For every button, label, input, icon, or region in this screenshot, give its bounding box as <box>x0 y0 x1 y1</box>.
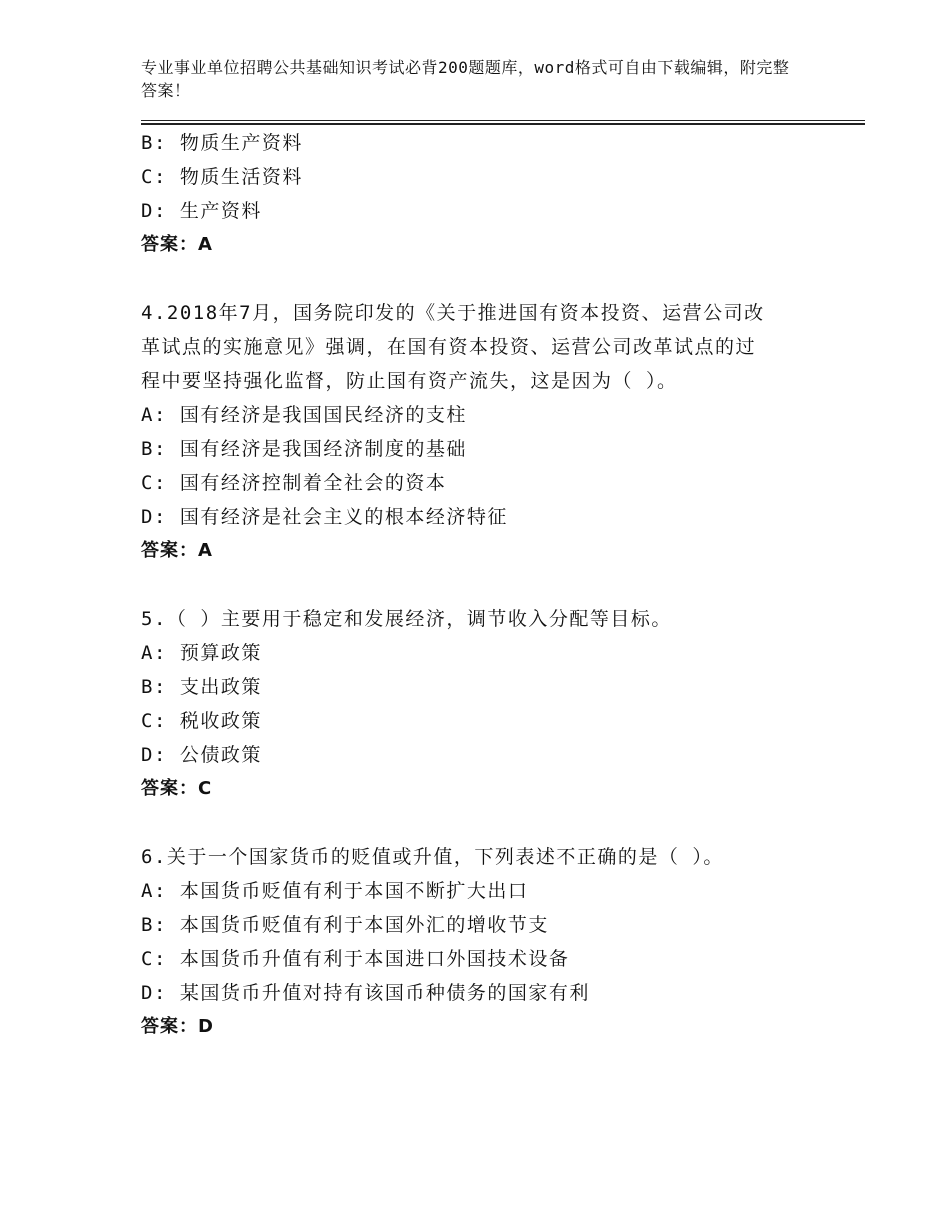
spacer <box>141 806 821 840</box>
question-stem-line: 6.关于一个国家货币的贬值或升值，下列表述不正确的是（ ）。 <box>141 846 724 868</box>
option-c: C: 国有经济控制着全社会的资本 <box>141 472 447 494</box>
option-b: B: 国有经济是我国经济制度的基础 <box>141 438 467 460</box>
question-block <box>141 840 821 1044</box>
answer-label: 答案：D <box>141 1016 214 1037</box>
question-stem-line: 5.（ ）主要用于稳定和发展经济，调节收入分配等目标。 <box>141 608 672 630</box>
question-stem-line: 革试点的实施意见》强调，在国有资本投资、运营公司改革试点的过 <box>141 336 757 358</box>
header-rule <box>141 120 865 125</box>
option-b: B: 物质生产资料 <box>141 132 303 154</box>
question-list <box>141 126 821 1044</box>
header-rule-thick <box>141 123 865 125</box>
answer-label: 答案：A <box>141 540 213 561</box>
header-rule-thin <box>141 120 865 121</box>
option-a: A: 国有经济是我国国民经济的支柱 <box>141 404 467 426</box>
spacer <box>141 262 821 296</box>
option-c: C: 本国货币升值有利于本国进口外国技术设备 <box>141 948 570 970</box>
question-block <box>141 126 821 262</box>
option-b: B: 支出政策 <box>141 676 262 698</box>
option-b: B: 本国货币贬值有利于本国外汇的增收节支 <box>141 914 549 936</box>
option-d: D: 生产资料 <box>141 200 262 222</box>
question-stem-line: 4.2018年7月，国务院印发的《关于推进国有资本投资、运营公司改 <box>141 302 765 324</box>
spacer <box>141 568 821 602</box>
option-d: D: 某国货币升值对持有该国币种债务的国家有利 <box>141 982 590 1004</box>
question-stem-line: 程中要坚持强化监督，防止国有资产流失，这是因为（ ）。 <box>141 370 678 392</box>
option-c: C: 物质生活资料 <box>141 166 303 188</box>
answer-label: 答案：A <box>141 234 213 255</box>
option-d: D: 国有经济是社会主义的根本经济特征 <box>141 506 508 528</box>
answer-label: 答案：C <box>141 778 213 799</box>
option-a: A: 本国货币贬值有利于本国不断扩大出口 <box>141 880 529 902</box>
option-a: A: 预算政策 <box>141 642 262 664</box>
option-d: D: 公债政策 <box>141 744 262 766</box>
option-c: C: 税收政策 <box>141 710 262 732</box>
question-block <box>141 296 821 568</box>
document-header: 专业事业单位招聘公共基础知识考试必背200题题库，word格式可自由下载编辑，附完整答案！ <box>141 58 790 100</box>
question-block <box>141 602 821 806</box>
